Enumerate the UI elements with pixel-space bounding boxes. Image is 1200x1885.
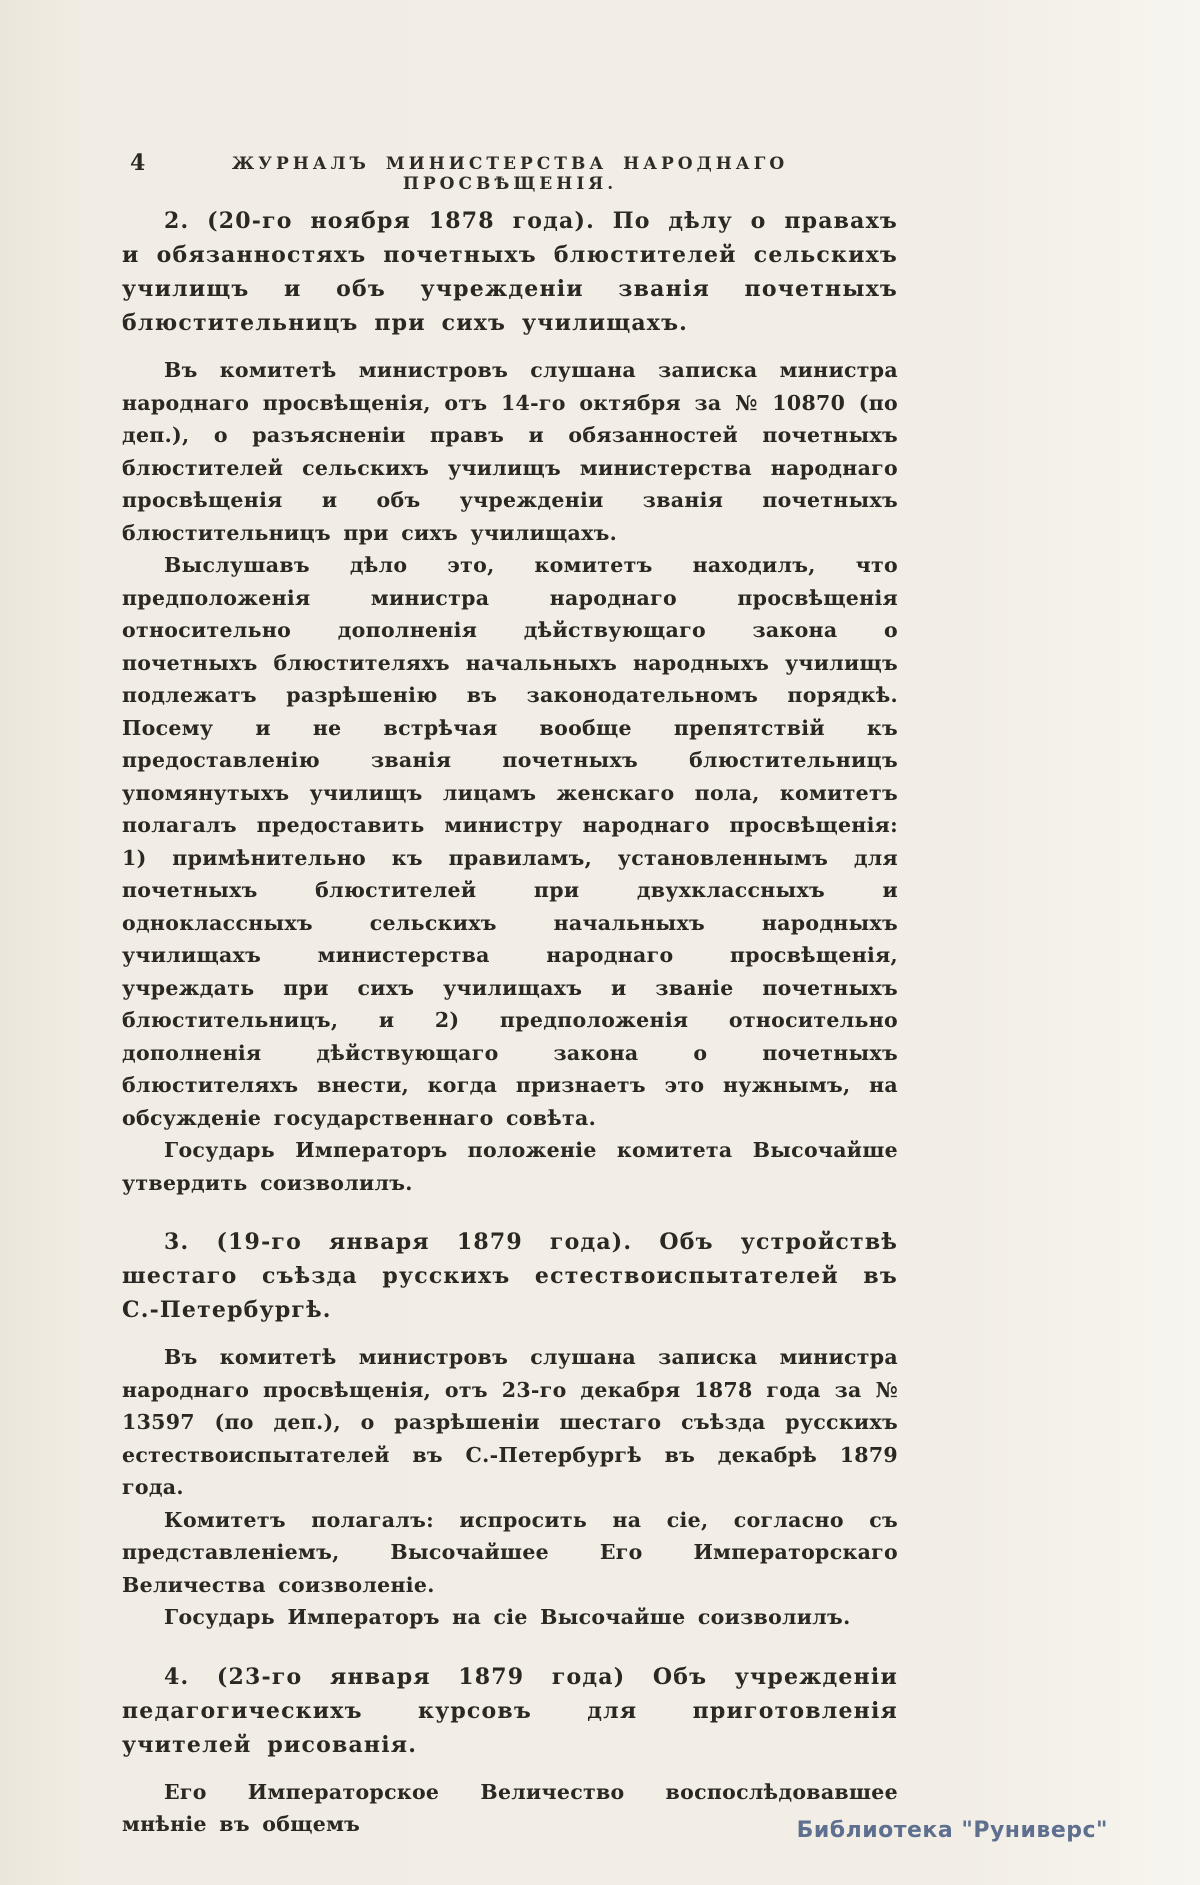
paragraph: Комитетъ полагалъ: испросить на сіе, согласно съ представленіемъ, Высочайшее Его Императорскаго Величества соизволеніе. [122,1507,898,1597]
paragraph: Въ комитетѣ министровъ слушана записка министра народнаго просвѣщенія, отъ 23-го декабря 1878 года за № 13597 (по деп.), о разрѣшеніи шестаго съѣзда русскихъ естествоиспытателей въ С.-Петербургѣ въ декабрѣ 1879 года. [122,1345,898,1499]
library-watermark: Библиотека "Руниверс" [796,1818,1108,1843]
section-heading-4: 4. (23-го января 1879 года) Объ учрежденіи педагогическихъ курсовъ для приготовленія учителей рисованія. [122,1663,898,1758]
page-content [122,204,898,1841]
document-page [122,150,898,1841]
journal-title: ЖУРНАЛЪ МИНИСТЕРСТВА НАРОДНАГО ПРОСВѢЩЕНІЯ. [231,154,789,194]
paragraph: Въ комитетѣ министровъ слушана записка министра народнаго просвѣщенія, отъ 14-го октября за № 10870 (по деп.), о разъясненіи правъ и обязанностей почетныхъ блюстителей сельскихъ училищъ министерства народнаго просвѣщенія и объ учрежденіи званія почетныхъ блюстительницъ при сихъ училищахъ. [122,358,898,545]
section-heading-3: 3. (19-го января 1879 года). Объ устройствѣ шестаго съѣзда русскихъ естествоиспытателей въ С.-Петербургѣ. [122,1229,898,1323]
paragraph: Его Императорское Величество воспослѣдовавшее мнѣніе въ общемъ [122,1779,898,1836]
page-header [122,150,898,194]
paragraph: Государь Императоръ на сіе Высочайше соизволилъ. [164,1605,851,1629]
paragraph: Государь Императоръ положеніе комитета Высочайше утвердить соизволилъ. [122,1138,898,1195]
page-number: 4 [130,150,147,176]
paragraph: Выслушавъ дѣло это, комитетъ находилъ, что предположенія министра народнаго просвѣщенія относительно дополненія дѣйствующаго закона о почетныхъ блюстителяхъ начальныхъ народныхъ училищъ подлежатъ разрѣшенію въ законодательномъ порядкѣ. Посему и не встрѣчая вообще препятствій къ предоставленію званія почетныхъ блюстительницъ упомянутыхъ училищъ лицамъ женскаго пола, комитетъ полагалъ предоставить министру народнаго просвѣщенія: 1) примѣнительно къ правиламъ, установленнымъ для почетныхъ блюстителей при двухклассныхъ и одноклассныхъ сельскихъ начальныхъ народныхъ училищахъ министерства народнаго просвѣщенія, учреждать при сихъ училищахъ и званіе почетныхъ блюстительницъ, и 2) предположенія относительно дополненія дѣйствующаго закона о почетныхъ блюстителяхъ внести, когда признаетъ это нужнымъ, на обсужденіе государственнаго совѣта. [122,553,898,1130]
section-heading-2: 2. (20-го ноября 1878 года). По дѣлу о правахъ и обязанностяхъ почетныхъ блюстителей сельскихъ училищъ и объ учрежденіи званія почетныхъ блюстительницъ при сихъ училищахъ. [122,208,898,336]
